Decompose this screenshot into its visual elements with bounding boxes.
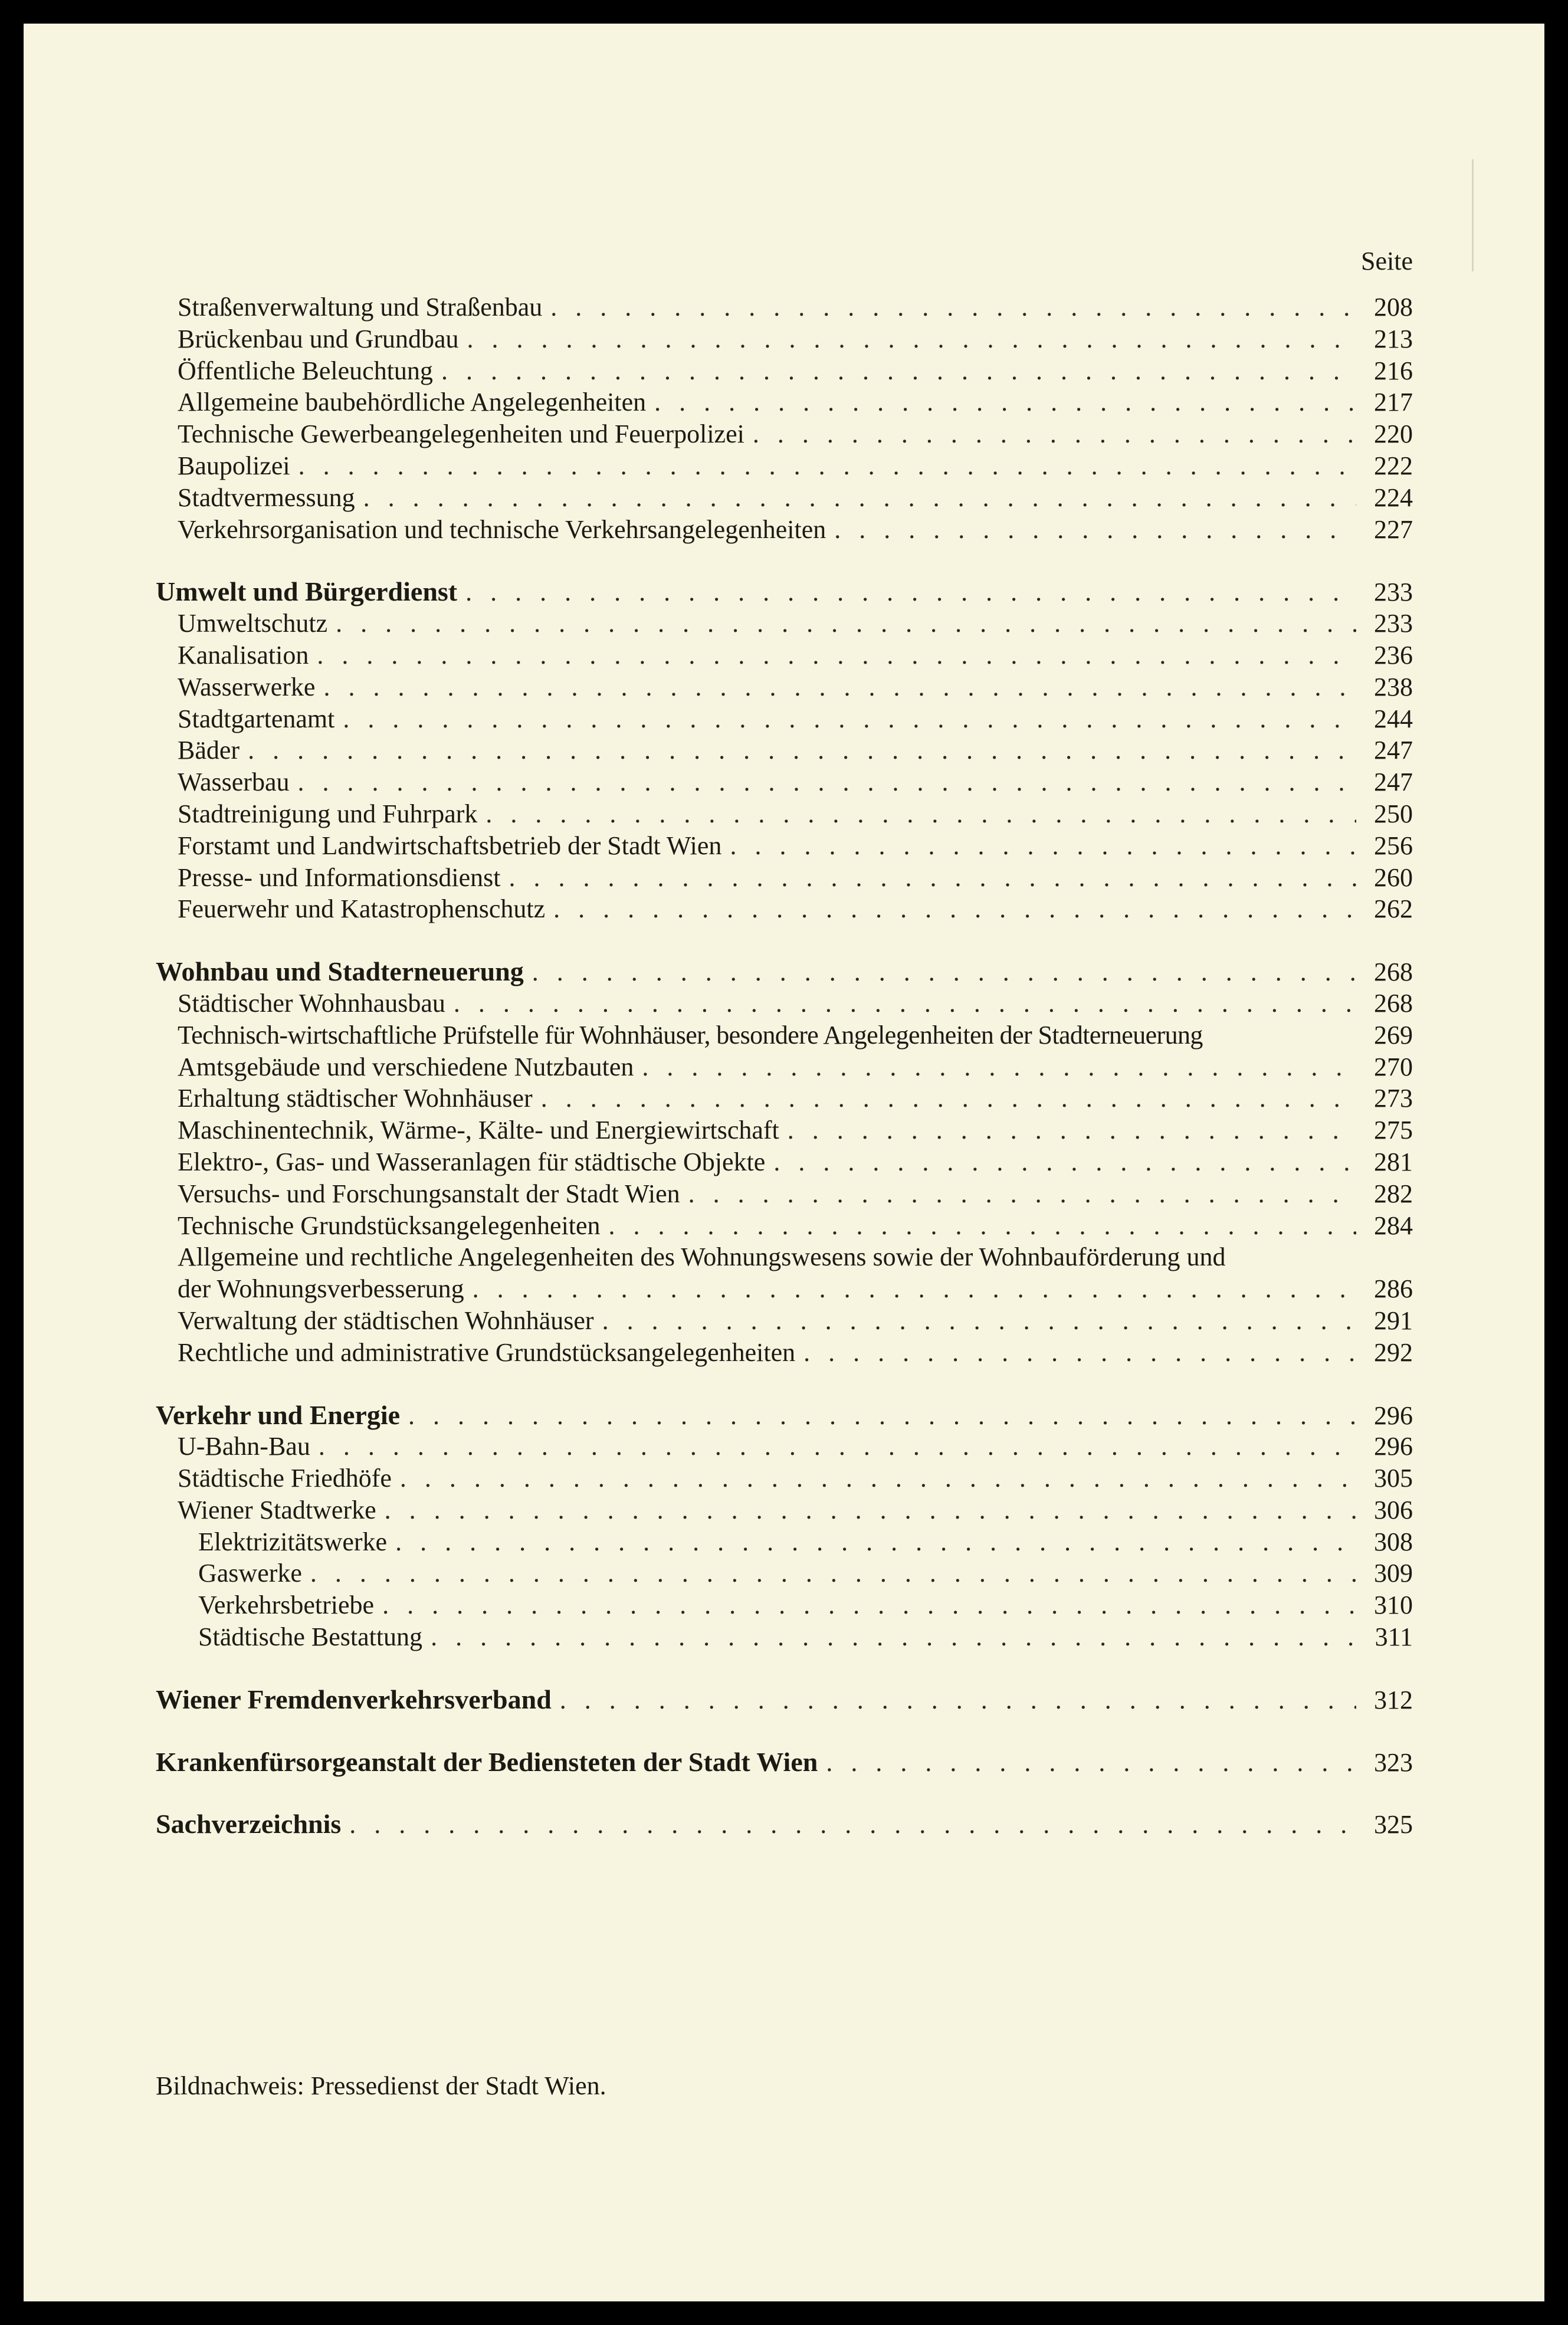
toc-entry[interactable] (156, 418, 1413, 450)
toc-entry-label: Wasserwerke (178, 672, 316, 701)
toc-entry-label: Erhaltung städtischer Wohnhäuser (178, 1084, 533, 1113)
leader-dots (431, 1621, 1356, 1653)
toc-entry-page: 250 (1374, 799, 1413, 828)
leader-dots (826, 1747, 1356, 1779)
leader-dots (395, 1526, 1356, 1558)
toc-entry[interactable] (156, 1273, 1413, 1305)
toc-heading-label: Wohnbau und Stadterneuerung (156, 956, 524, 987)
toc-subentry[interactable] (156, 1557, 1413, 1589)
toc-heading-label: Krankenfürsorgeanstalt der Bediensteten der Stadt Wien (156, 1746, 818, 1777)
toc-entry-page: 305 (1374, 1464, 1413, 1493)
toc-entry-page: 286 (1374, 1274, 1413, 1304)
leader-dots (465, 576, 1356, 608)
toc-entry-page: 273 (1374, 1084, 1413, 1113)
toc-entry-page: 217 (1374, 388, 1413, 417)
leader-dots (609, 1210, 1356, 1242)
leader-dots (753, 418, 1356, 450)
toc-subentry-label: Elektrizitätswerke (198, 1527, 388, 1556)
toc-entry-label: Kanalisation (178, 640, 309, 670)
leader-dots (467, 323, 1356, 355)
toc-entry-label: Feuerwehr und Katastrophenschutz (178, 894, 546, 924)
toc-subentry[interactable] (156, 1589, 1413, 1621)
leader-dots (317, 640, 1356, 671)
toc-entry-page: 236 (1374, 640, 1413, 670)
toc-entry-page: 270 (1374, 1052, 1413, 1081)
toc-entry-label: Brückenbau und Grundbau (178, 324, 459, 353)
leader-dots (473, 1273, 1356, 1305)
toc-entry-label: Elektro-, Gas- und Wasseranlagen für städtische Objekte (178, 1147, 766, 1176)
section-gap (156, 1653, 1413, 1684)
toc-entry-label: Verkehrsorganisation und technische Verkehrsangelegenheiten (178, 514, 826, 544)
toc-entry-label: Maschinentechnik, Wärme-, Kälte- und Energiewirtschaft (178, 1116, 779, 1145)
toc-entry[interactable] (156, 703, 1413, 735)
toc-entry[interactable] (156, 988, 1413, 1019)
toc-entry-page: 291 (1374, 1306, 1413, 1335)
toc-subentry[interactable] (156, 1621, 1413, 1653)
toc-heading-page: 296 (1374, 1401, 1413, 1430)
toc-entry-page: 281 (1374, 1147, 1413, 1176)
toc-entry[interactable] (156, 482, 1413, 514)
toc-heading-page: 312 (1374, 1685, 1413, 1714)
leader-dots (730, 830, 1356, 862)
section-gap (156, 1369, 1413, 1399)
leader-dots (454, 988, 1356, 1019)
toc-section-heading[interactable] (156, 576, 1413, 608)
leader-dots (654, 386, 1356, 418)
toc-heading-label: Verkehr und Energie (156, 1399, 401, 1430)
document-page (24, 24, 1544, 2301)
toc-entry[interactable] (156, 1462, 1413, 1494)
toc-entry[interactable] (156, 514, 1413, 546)
toc-entry-label: Stadtvermessung (178, 483, 355, 512)
leader-dots (385, 1494, 1356, 1526)
toc-entry[interactable] (156, 640, 1413, 671)
toc-entry-page: 216 (1374, 356, 1413, 385)
leader-dots (400, 1462, 1356, 1494)
toc-entry[interactable] (156, 291, 1413, 323)
leader-dots (349, 1809, 1356, 1841)
toc-section-heading[interactable] (156, 1808, 1413, 1840)
leader-dots (602, 1305, 1356, 1337)
leader-dots (553, 893, 1356, 925)
toc-entry[interactable] (156, 323, 1413, 355)
toc-entry-page: 306 (1374, 1495, 1413, 1524)
toc-heading-label: Umwelt und Bürgerdienst (156, 576, 458, 607)
leader-dots (788, 1114, 1356, 1146)
toc-entry[interactable] (156, 1305, 1413, 1337)
toc-entry-page: 247 (1374, 736, 1413, 765)
toc-subentry-page: 309 (1374, 1559, 1413, 1588)
toc-entry[interactable] (156, 1210, 1413, 1242)
toc-subentry-label: Verkehrsbetriebe (198, 1591, 375, 1620)
toc-entry[interactable] (156, 386, 1413, 418)
toc-entry[interactable] (156, 766, 1413, 798)
toc-entry-label: Allgemeine baubehördliche Angelegenheiten (178, 388, 647, 417)
leader-dots (541, 1083, 1356, 1114)
page-column-header: Seite (1361, 247, 1413, 276)
section-gap (156, 1778, 1413, 1808)
toc-entry[interactable] (156, 893, 1413, 925)
leader-dots (298, 766, 1357, 798)
toc-entry-page: 220 (1374, 419, 1413, 449)
leader-dots (834, 514, 1356, 546)
toc-entry[interactable] (156, 1494, 1413, 1526)
leader-dots (248, 734, 1356, 766)
toc-entry-page: 292 (1374, 1337, 1413, 1367)
toc-heading-page: 233 (1374, 578, 1413, 607)
leader-dots (509, 862, 1356, 894)
section-gap (156, 925, 1413, 956)
toc-entry-page: 227 (1374, 514, 1413, 544)
toc-entry-label: Rechtliche und administrative Grundstücksangelegenheiten (178, 1337, 796, 1367)
toc-entry[interactable] (156, 798, 1413, 830)
section-gap (156, 1716, 1413, 1746)
toc-entry-label: der Wohnungsverbesserung (178, 1274, 464, 1304)
toc-subentry-label: Städtische Bestattung (198, 1622, 423, 1652)
toc-entry[interactable] (156, 862, 1413, 894)
image-credit: Bildnachweis: Pressedienst der Stadt Wien. (156, 2071, 606, 2100)
toc-entry-label: Verwaltung der städtischen Wohnhäuser (178, 1306, 594, 1335)
toc-entry[interactable] (156, 355, 1413, 387)
toc-entry-label: Umweltschutz (178, 609, 328, 638)
leader-dots (363, 482, 1356, 514)
toc-entry-label: Öffentliche Beleuchtung (178, 356, 433, 385)
leader-dots (532, 956, 1356, 988)
toc-entry[interactable] (156, 1114, 1413, 1146)
toc-entry-label: Baupolizei (178, 451, 290, 480)
leader-dots (688, 1178, 1356, 1210)
toc-subentry-page: 311 (1375, 1622, 1413, 1652)
toc-entry-page: 233 (1374, 609, 1413, 638)
toc-section-heading[interactable] (156, 1684, 1413, 1716)
toc-entry-page: 224 (1374, 483, 1413, 512)
leader-dots (382, 1589, 1356, 1621)
toc-entry[interactable] (156, 1178, 1413, 1210)
toc-entry-page: 275 (1374, 1116, 1413, 1145)
toc-entry-page: 262 (1374, 894, 1413, 924)
table-of-contents (156, 243, 1413, 1840)
toc-section-heading[interactable] (156, 956, 1413, 988)
leader-dots (773, 1146, 1356, 1178)
toc-subentry-page: 308 (1374, 1527, 1413, 1556)
toc-entry-label: Bäder (178, 736, 240, 765)
toc-entry-page: 284 (1374, 1211, 1413, 1240)
toc-entry-page: 244 (1374, 704, 1413, 733)
leader-dots (319, 1431, 1356, 1462)
toc-entry-label: U-Bahn-Bau (178, 1432, 310, 1461)
leader-dots (323, 671, 1356, 703)
toc-entry-page: 208 (1374, 293, 1413, 322)
toc-entry-page: 247 (1374, 768, 1413, 797)
toc-heading-label: Sachverzeichnis (156, 1809, 342, 1839)
toc-entry-wrapped-line[interactable]: Allgemeine und rechtliche Angelegenheiten des Wohnungswesens sowie der Wohnbauförderung und (178, 1242, 1226, 1272)
toc-subentry-page: 310 (1374, 1591, 1413, 1620)
leader-dots (441, 355, 1356, 387)
toc-heading-page: 323 (1374, 1747, 1413, 1777)
leader-dots (336, 608, 1356, 640)
toc-heading-page: 268 (1374, 957, 1413, 987)
toc-entry-label: Städtische Friedhöfe (178, 1464, 392, 1493)
leader-dots (298, 450, 1356, 482)
toc-entry-label: Wasserbau (178, 768, 290, 797)
toc-entry-label: Technische Gewerbeangelegenheiten und Feuerpolizei (178, 419, 744, 449)
toc-entry-page: 282 (1374, 1179, 1413, 1208)
toc-heading-page: 325 (1374, 1810, 1413, 1839)
toc-entry[interactable] (156, 671, 1413, 703)
toc-entry[interactable] (156, 1083, 1413, 1114)
toc-entry-page: 222 (1374, 451, 1413, 480)
leader-dots (408, 1400, 1356, 1432)
toc-subentry-label: Gaswerke (198, 1559, 302, 1588)
leader-dots (310, 1557, 1356, 1589)
toc-entry-label: Wiener Stadtwerke (178, 1495, 376, 1524)
toc-subentry[interactable] (156, 1526, 1413, 1558)
leader-dots (803, 1337, 1356, 1369)
toc-heading-label: Wiener Fremdenverkehrsverband (156, 1684, 552, 1714)
toc-section-heading[interactable] (156, 1399, 1413, 1431)
toc-entry-page: 213 (1374, 324, 1413, 353)
toc-entry-label: Presse- und Informationsdienst (178, 863, 501, 892)
toc-entry-page: 296 (1374, 1432, 1413, 1461)
toc-entry-page: 269 (1374, 1020, 1413, 1050)
leader-dots (550, 291, 1356, 323)
toc-entry-label: Stadtreinigung und Fuhrpark (178, 799, 478, 828)
toc-entry-label: Städtischer Wohnhausbau (178, 988, 445, 1018)
toc-entry-page: 256 (1374, 831, 1413, 860)
toc-entry[interactable] (156, 1051, 1413, 1083)
leader-dots (560, 1684, 1356, 1716)
toc-entry[interactable] (156, 830, 1413, 862)
leader-dots (642, 1051, 1356, 1083)
toc-entry-page: 260 (1374, 863, 1413, 892)
toc-entry-page: 238 (1374, 672, 1413, 701)
toc-entry-label: Amtsgebäude und verschiedene Nutzbauten (178, 1052, 634, 1081)
toc-entry[interactable] (156, 450, 1413, 482)
toc-entry[interactable] (156, 1431, 1413, 1462)
toc-entry-label: Technisch-wirtschaftliche Prüfstelle für Wohnhäuser, besondere Angelegenheiten der Stadterneuerung (178, 1020, 1203, 1050)
toc-entry[interactable] (156, 1019, 1413, 1051)
toc-entry-label: Stadtgartenamt (178, 704, 335, 733)
leader-dots (486, 798, 1356, 830)
toc-section-heading[interactable] (156, 1746, 1413, 1778)
toc-entry[interactable] (156, 1337, 1413, 1369)
toc-entry-page: 268 (1374, 988, 1413, 1018)
toc-entry[interactable] (156, 608, 1413, 640)
toc-entry-label: Straßenverwaltung und Straßenbau (178, 293, 543, 322)
scan-edge-mark (1472, 159, 1474, 271)
toc-entry[interactable] (156, 1146, 1413, 1178)
toc-entry-label: Versuchs- und Forschungsanstalt der Stadt Wien (178, 1179, 680, 1208)
toc-entry-label: Technische Grundstücksangelegenheiten (178, 1211, 601, 1240)
toc-entry-label: Forstamt und Landwirtschaftsbetrieb der Stadt Wien (178, 831, 722, 860)
section-gap (156, 545, 1413, 576)
toc-entry[interactable] (156, 734, 1413, 766)
leader-dots (343, 703, 1356, 735)
